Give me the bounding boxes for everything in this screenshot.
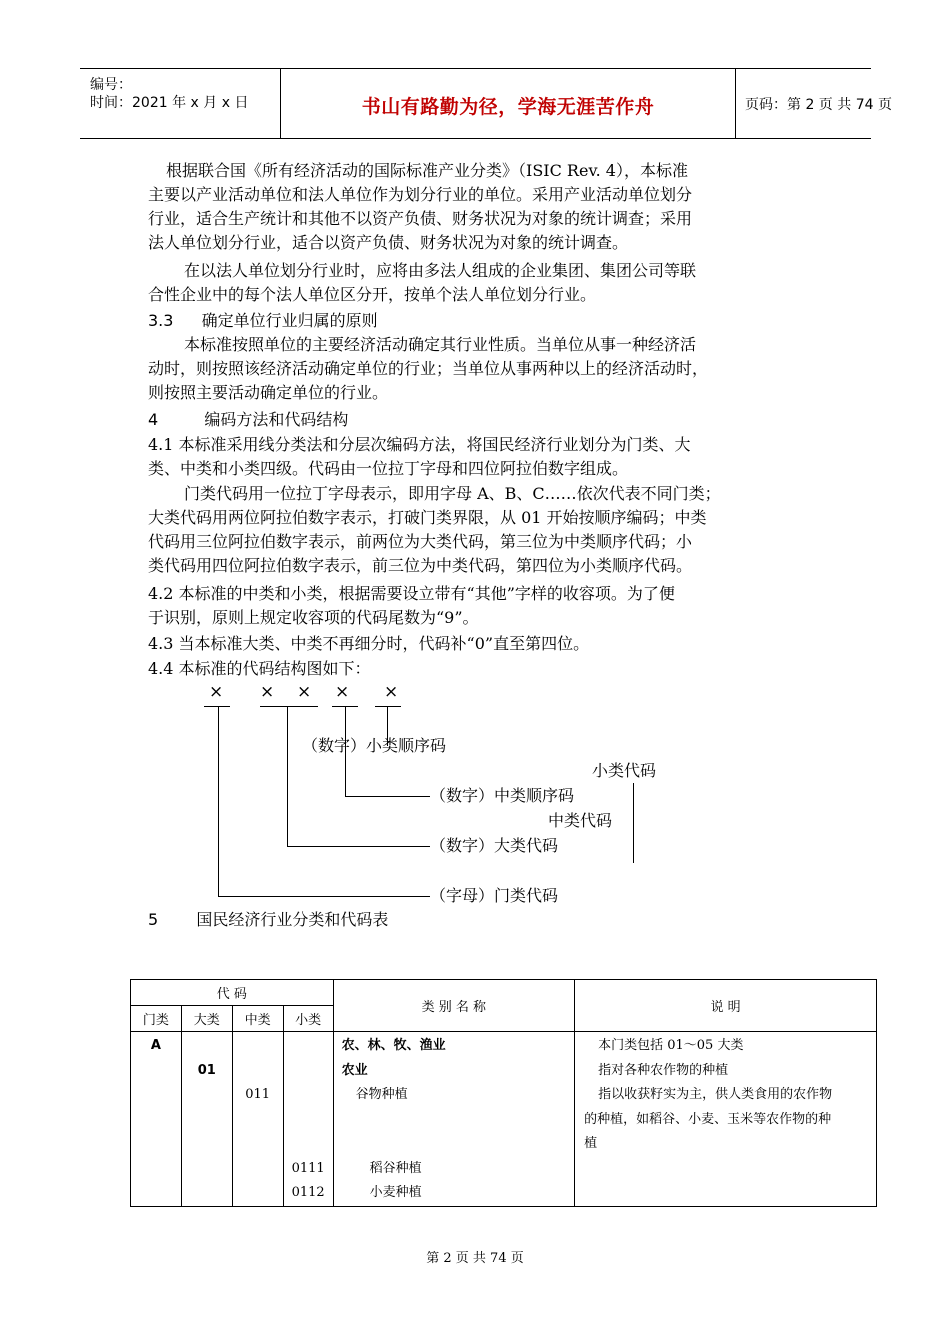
header-motto-cell xyxy=(280,69,736,138)
description: 指以收获籽实为主，供人类食用的农作物 xyxy=(598,1087,833,1102)
text-line: 4.2 本标准的中类和小类，根据需要设立带有“其他”字样的收容项。为了便 xyxy=(148,584,675,603)
description: 本门类包括 01～05 大类 xyxy=(598,1038,744,1053)
code-symbol-d1: × xyxy=(260,682,275,702)
category-name: 稻谷种植 xyxy=(369,1160,422,1176)
section-3-3 xyxy=(148,309,378,333)
men-code: A xyxy=(150,1038,161,1053)
col-da: 大类 xyxy=(181,1006,232,1032)
paragraph-2 xyxy=(148,259,696,307)
xiao-code: 0112 xyxy=(291,1185,325,1200)
label-big-code: （数字）大类代码 xyxy=(430,836,559,855)
category-name: 农、林、牧、渔业 xyxy=(341,1038,446,1053)
text-line: 门类代码用一位拉丁字母表示，即用字母 A、B、C……依次代表不同门类； xyxy=(184,484,721,503)
xiao-code: 0111 xyxy=(291,1160,325,1176)
leader-big xyxy=(287,846,430,847)
name-cell xyxy=(333,1032,575,1207)
zhong-cell xyxy=(232,1032,283,1207)
text-line: 则按照主要活动确定单位的行业。 xyxy=(148,383,389,402)
page-info: 页码：第 2 页 共 74 页 xyxy=(745,97,892,113)
section-title: 确定单位行业归属的原则 xyxy=(201,311,378,330)
text-line: 合性企业中的每个法人单位区分开，按单个法人单位划分行业。 xyxy=(148,285,597,304)
label-door-code: （字母）门类代码 xyxy=(430,886,559,905)
paragraph-1 xyxy=(148,159,692,255)
classification-table xyxy=(130,979,877,1207)
motto: 书山有路勤为径，学海无涯苦作舟 xyxy=(361,96,655,118)
text-line: 行业，适合生产统计和其他不以资产负债、财务状况为对象的统计调查；采用 xyxy=(148,209,693,228)
connector-door xyxy=(218,706,219,896)
men-cell xyxy=(131,1032,182,1207)
time-label: 时间：2021 年 x 月 x 日 xyxy=(90,95,249,111)
category-name: 小麦种植 xyxy=(369,1185,422,1200)
section-5 xyxy=(148,908,388,932)
text-line: 本标准按照单位的主要经济活动确定其行业性质。当单位从事一种经济活 xyxy=(184,335,697,354)
underline-big xyxy=(260,706,318,707)
paragraph-4-1 xyxy=(148,433,691,481)
paragraph-4-3: 4.3 当本标准大类、中类不再细分时，代码补“0”直至第四位。 xyxy=(148,634,590,653)
name-header: 类 别 名 称 xyxy=(333,980,575,1032)
text-line: 代码用三位阿拉伯数字表示，前两位为大类代码，第三位为中类顺序代码；小 xyxy=(148,532,693,551)
text-line: 于识别，原则上规定收容项的代码尾数为“9”。 xyxy=(148,608,479,627)
text-line: 法人单位划分行业，适合以资产负债、财务状况为对象的统计调查。 xyxy=(148,233,629,252)
text-line: 在以法人单位划分行业时，应将由多法人组成的企业集团、集团公司等联 xyxy=(184,261,697,280)
text-line: 类代码用四位阿拉伯数字表示，前三位为中类代码，第四位为小类顺序代码。 xyxy=(148,556,693,575)
category-name: 农业 xyxy=(341,1062,368,1078)
section-title: 国民经济行业分类和代码表 xyxy=(196,910,389,929)
section-number: 3.3 xyxy=(148,311,174,330)
desc-cell xyxy=(575,1032,877,1207)
code-symbol-door: × xyxy=(209,682,224,702)
underline-door xyxy=(204,706,230,707)
page-footer: 第 2 页 共 74 页 xyxy=(426,1251,524,1266)
code-group-header: 代 码 xyxy=(131,980,334,1006)
paragraph-4-4: 4.4 本标准的代码结构图如下： xyxy=(148,659,371,678)
text-line: 动时，则按照该经济活动确定单位的行业；当单位从事两种以上的经济活动时， xyxy=(148,359,709,378)
header-meta xyxy=(80,69,280,138)
da-code: 01 xyxy=(197,1062,216,1078)
page-header xyxy=(80,68,892,139)
section-number: 5 xyxy=(148,910,159,929)
da-cell xyxy=(181,1032,232,1207)
col-xiao: 小类 xyxy=(283,1006,333,1032)
col-men: 门类 xyxy=(131,1006,182,1032)
col-zhong: 中类 xyxy=(232,1006,283,1032)
text-line: 根据联合国《所有经济活动的国际标准产业分类》（ISIC Rev. 4），本标准 xyxy=(166,161,688,180)
label-small-seq: （数字）小类顺序码 xyxy=(302,736,447,755)
label-small-code: 小类代码 xyxy=(592,761,657,780)
text-line: 类、中类和小类四级。代码由一位拉丁字母和四位阿拉伯数字组成。 xyxy=(148,459,629,478)
section-title: 编码方法和代码结构 xyxy=(204,410,349,429)
leader-mid-seq xyxy=(345,796,430,797)
xiao-cell xyxy=(283,1032,333,1207)
code-symbol-d3: × xyxy=(335,682,350,702)
label-mid-seq: （数字）中类顺序码 xyxy=(430,786,575,805)
section-4 xyxy=(148,408,348,432)
paragraph-3 xyxy=(148,333,708,405)
number-label: 编号： xyxy=(90,77,132,93)
category-name: 谷物种植 xyxy=(355,1087,408,1102)
description: 指对各种农作物的种植 xyxy=(598,1062,729,1078)
text-line: 主要以产业活动单位和法人单位作为划分行业的单位。采用产业活动单位划分 xyxy=(148,185,693,204)
bracket-small-code xyxy=(633,783,634,863)
section-number: 4 xyxy=(148,410,159,429)
text-line: 4.1 本标准采用线分类法和分层次编码方法，将国民经济行业划分为门类、大 xyxy=(148,435,691,454)
zhong-code: 011 xyxy=(245,1087,271,1102)
text-line: 大类代码用两位阿拉伯数字表示，打破门类界限，从 01 开始按顺序编码；中类 xyxy=(148,508,707,527)
underline-small xyxy=(375,706,401,707)
header-page-cell xyxy=(735,69,892,138)
label-mid-code: 中类代码 xyxy=(548,811,613,830)
description: 的种植，如稻谷、小麦、玉米等农作物的种 xyxy=(584,1111,832,1127)
description: 植 xyxy=(584,1136,598,1151)
leader-door xyxy=(218,896,430,897)
code-symbol-d4: × xyxy=(384,682,399,702)
paragraph-4-2 xyxy=(148,582,675,630)
desc-header: 说 明 xyxy=(575,980,877,1032)
code-symbol-d2: × xyxy=(297,682,312,702)
connector-big xyxy=(287,706,288,846)
paragraph-4-1b xyxy=(148,482,721,578)
